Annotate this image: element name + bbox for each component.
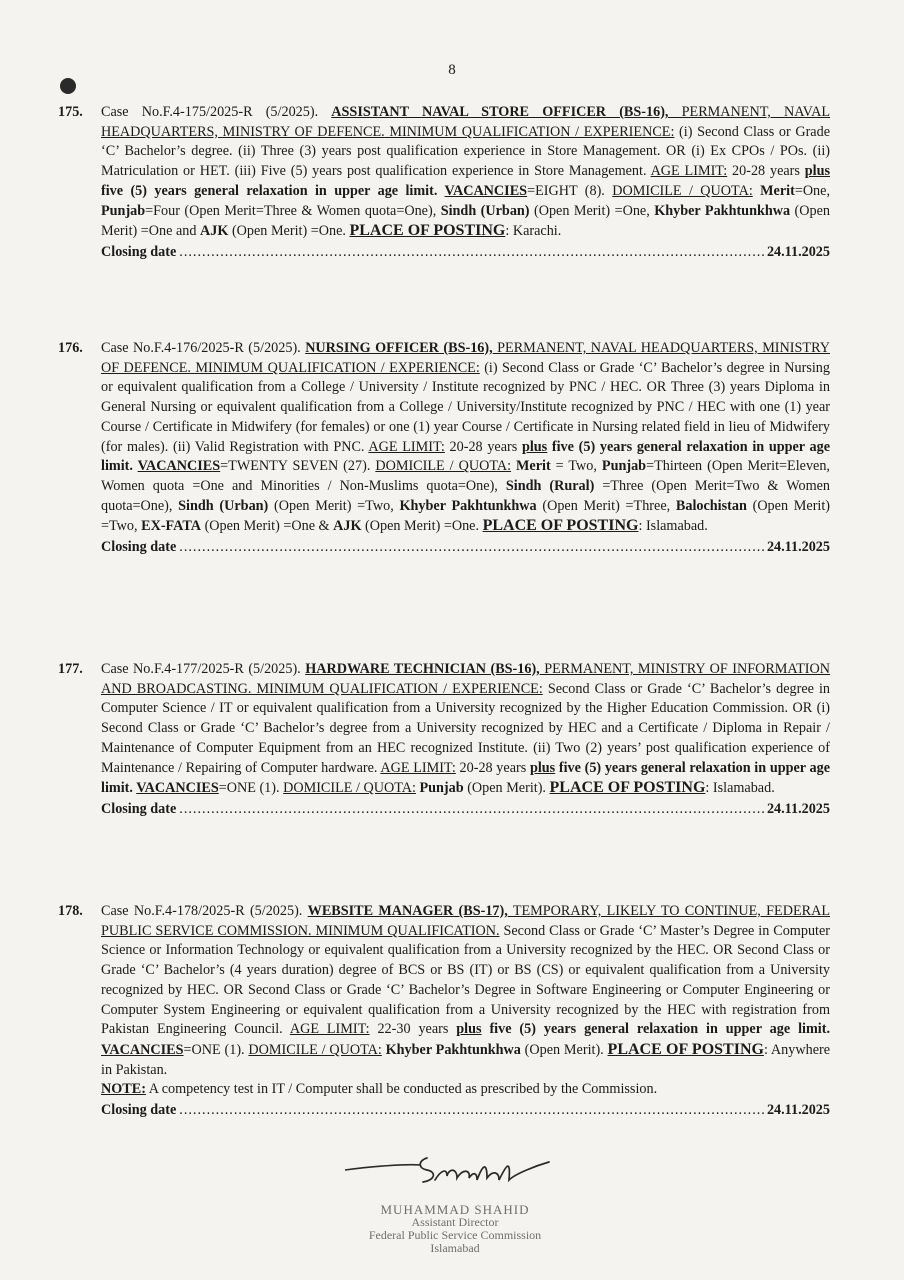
case-reference: Case No.F.4-178/2025-R (5/2025). <box>101 903 308 919</box>
handwritten-signature <box>335 1150 575 1198</box>
quota-item <box>141 518 333 534</box>
qualification-text: Second Class or Grade ‘C’ Bachelor’s degree in Computer Science / IT or equivalent qualification from a University recognized by the Higher Education Commission. OR (i) Second Class or Grade ‘C’ Bachelor’s degree from a University recognized by HEC and a Certificate / Diploma in Repair / Maintenance of Computer Equipment from an HEC recognized Institute. (ii) Two (2) years’ post qualification experience of Maintenance / Repairing of Computer hardware. <box>101 680 830 776</box>
age-limit-text: 20-28 years <box>444 438 522 455</box>
employment-terms: TEMPORARY, LIKELY TO CONTINUE, FEDERAL PUBLIC SERVICE COMMISSION. <box>101 903 830 939</box>
vacancies-label: VACANCIES <box>136 780 219 797</box>
case-number: 177. <box>58 661 83 677</box>
quota-province: AJK <box>333 518 362 535</box>
case-reference: Case No.F.4-175/2025-R (5/2025). <box>101 104 332 120</box>
quota-province: Sindh (Urban) <box>178 497 269 514</box>
plus-word: plus <box>529 759 556 776</box>
quota-province: Punjab <box>601 458 647 475</box>
quota-province: Merit <box>511 458 551 475</box>
age-limit-text: 20-28 years <box>455 759 530 776</box>
quota-province: Punjab <box>101 202 146 219</box>
closing-date-label: Closing date <box>101 1102 177 1119</box>
closing-date-value: 24.11.2025 <box>766 243 830 260</box>
employment-terms: PERMANENT, NAVAL HEADQUARTERS, MINISTRY OF DEFENCE. <box>101 340 830 376</box>
quota-item <box>416 780 550 796</box>
relaxation-text: five (5) years general relaxation in upper age limit. <box>101 438 831 475</box>
domicile-label: DOMICILE / QUOTA: <box>375 458 512 475</box>
quota-detail: (Open Merit) =Two, <box>101 497 831 535</box>
case-number: 176. <box>58 340 83 356</box>
closing-date-row <box>101 1101 830 1121</box>
case-reference: Case No.F.4-177/2025-R (5/2025). <box>101 661 306 677</box>
quota-detail: =One, <box>794 182 830 199</box>
officer-organization: Federal Public Service Commission <box>368 1228 542 1242</box>
case-body <box>101 902 830 1100</box>
case-176 <box>58 339 830 558</box>
quota-detail: = Two, <box>550 458 602 475</box>
quota-detail: (Open Merit). <box>520 1041 608 1058</box>
vacancies-text: =ONE (1). <box>218 780 284 797</box>
quota-item <box>511 458 602 474</box>
vacancies-text: =ONE (1). <box>183 1041 249 1058</box>
plus-word: plus <box>521 438 548 455</box>
quota-detail: (Open Merit) =One, <box>529 202 655 219</box>
posting-label: PLACE OF POSTING <box>349 222 506 240</box>
relaxation-text: five (5) years general relaxation in upper age limit. <box>101 759 830 797</box>
posting-label: PLACE OF POSTING <box>482 517 639 535</box>
quota-detail: (Open Merit) =Two, <box>268 497 400 514</box>
closing-date-label: Closing date <box>101 800 177 817</box>
case-178 <box>58 902 830 1121</box>
employment-terms: PERMANENT, MINISTRY OF INFORMATION AND BROADCASTING. <box>101 661 830 697</box>
posting-place: : Islamabad. <box>705 780 775 797</box>
quota-province: Khyber Pakhtunkhwa <box>381 1041 521 1058</box>
quota-item <box>101 203 441 219</box>
quota-detail: (Open Merit) =Three, <box>536 497 676 514</box>
leader-dots <box>179 1101 764 1121</box>
qualification-label: MINIMUM QUALIFICATION. <box>311 922 500 939</box>
domicile-label: DOMICILE / QUOTA: <box>283 780 416 797</box>
officer-name: MUHAMMAD SHAHID <box>380 1202 530 1217</box>
qualification-label: MINIMUM QUALIFICATION / EXPERIENCE: <box>384 123 675 140</box>
case-body <box>101 660 830 799</box>
posting-place: : Karachi. <box>505 223 562 240</box>
relaxation-text: five (5) years general relaxation in upper age limit. <box>101 182 445 199</box>
age-limit-label: AGE LIMIT: <box>368 438 445 455</box>
qualification-text: (i) Second Class or Grade ‘C’ Bachelor’s degree. (ii) Three (3) years post qualification experience in Store Management. OR (i) Ex CPOs / POs. (ii) Matriculation or HET. (iii) Five (5) years post qualification experience in Store Management. <box>101 123 830 180</box>
quota-detail: (Open Merit) =One & <box>201 518 334 535</box>
quota-item <box>753 183 830 199</box>
vacancies-label: VACANCIES <box>444 182 528 199</box>
post-title: HARDWARE TECHNICIAN (BS-16), <box>305 661 540 677</box>
closing-date-value: 24.11.2025 <box>766 1102 830 1119</box>
age-limit-text: 20-28 years <box>727 163 805 180</box>
quota-detail: =Three (Open Merit=Two & Women quota=One), <box>101 477 830 514</box>
closing-date-value: 24.11.2025 <box>766 539 830 556</box>
note-label: NOTE: <box>101 1081 146 1098</box>
case-number: 175. <box>58 104 83 120</box>
qualification-text: Second Class or Grade ‘C’ Master’s Degree in Computer Science or Information Technology or equivalent qualification from a University recognized by the HEC. OR Second Class or Grade ‘C’ Bachelor’s (4 years duration) degree of BCS or BS (IT) or BS (CS) or equivalent qualification from a University recognized by HEC. OR Second Class or Grade ‘C’ Bachelor’s Degree in Software Engineering or Computer Engineering or Computer System Engineering or equivalent qualification from a University recognized by the HEC with registration from Pakistan Engineering Council. <box>101 922 830 1038</box>
post-title: NURSING OFFICER (BS-16), <box>305 340 493 356</box>
quota-item <box>441 203 655 219</box>
quota-province: AJK <box>200 223 229 240</box>
qualification-label: MINIMUM QUALIFICATION / EXPERIENCE: <box>190 359 480 376</box>
officer-details <box>320 1203 590 1255</box>
note-text: A competency test in IT / Computer shall be conducted as prescribed by the Commission. <box>145 1081 658 1098</box>
closing-date-label: Closing date <box>101 243 177 260</box>
closing-date-value: 24.11.2025 <box>766 800 830 817</box>
quota-province: Merit <box>752 182 795 199</box>
quota-province: Khyber Pakhtunkhwa <box>399 497 537 514</box>
posting-place: : Anywhere in Pakistan. <box>101 1041 831 1078</box>
quota-item <box>333 518 482 534</box>
post-title: WEBSITE MANAGER (BS-17), <box>307 903 508 919</box>
officer-city: Islamabad <box>430 1241 480 1255</box>
age-limit-label: AGE LIMIT: <box>650 163 728 180</box>
posting-place: : Islamabad. <box>638 518 708 535</box>
post-title: ASSISTANT NAVAL STORE OFFICER (BS-16), <box>331 104 669 120</box>
signature-block <box>320 1150 590 1255</box>
domicile-label: DOMICILE / QUOTA: <box>248 1041 382 1058</box>
posting-label: PLACE OF POSTING <box>607 1040 764 1058</box>
closing-date-row <box>101 800 830 820</box>
case-number: 178. <box>58 903 83 919</box>
quota-item <box>178 498 399 514</box>
officer-title: Assistant Director <box>411 1215 499 1229</box>
vacancies-text: =TWENTY SEVEN (27). <box>220 458 376 475</box>
qualification-label: MINIMUM QUALIFICATION / EXPERIENCE: <box>251 680 543 697</box>
case-177 <box>58 660 830 820</box>
quota-province: Sindh (Rural) <box>505 477 595 494</box>
age-limit-text: 22-30 years <box>369 1021 457 1038</box>
closing-date-row <box>101 538 830 558</box>
quota-item <box>399 498 675 514</box>
page-number: 8 <box>448 62 456 78</box>
quota-province: Khyber Pakhtunkhwa <box>654 202 791 219</box>
punch-hole <box>60 78 76 94</box>
case-175 <box>58 103 830 263</box>
quota-item <box>200 223 349 239</box>
age-limit-label: AGE LIMIT: <box>289 1021 370 1038</box>
quota-province: Punjab <box>415 780 464 797</box>
qualification-text: (i) Second Class or Grade ‘C’ Bachelor’s degree in Nursing or equivalent qualification from a College / University / Institute recognized by PNC / HEC. OR Three (3) years Diploma in General Nursing or equivalent qualification from a College / University/Institute recognized by PNC / HEC with one (1) year Course / Certificate in Midwifery (for females) or one (1) year Course / Certificate in Nursing related field in lieu of Midwifery (for males). (ii) Valid Registration with PNC. <box>101 359 830 455</box>
quota-detail: (Open Merit) =One. <box>361 518 483 535</box>
quota-detail: =Four (Open Merit=Three & Women quota=One), <box>145 202 441 219</box>
plus-word: plus <box>804 163 830 180</box>
posting-label: PLACE OF POSTING <box>549 779 706 797</box>
leader-dots <box>179 243 764 263</box>
vacancies-label: VACANCIES <box>137 458 221 475</box>
quota-province: Balochistan <box>675 497 747 514</box>
closing-date-row <box>101 243 830 263</box>
quota-province: Sindh (Urban) <box>440 202 530 219</box>
vacancies-text: =EIGHT (8). <box>527 182 613 199</box>
quota-province: EX-FATA <box>141 518 202 535</box>
case-body <box>101 103 830 242</box>
plus-word: plus <box>456 1021 482 1038</box>
quota-detail: =Thirteen (Open Merit=Eleven, Women quota =One and Minorities / Non-Muslims quota=One), <box>101 458 830 494</box>
quota-detail: (Open Merit). <box>463 780 550 797</box>
vacancies-label: VACANCIES <box>101 1041 184 1058</box>
age-limit-label: AGE LIMIT: <box>380 759 456 776</box>
case-reference: Case No.F.4-176/2025-R (5/2025). <box>101 340 306 356</box>
relaxation-text: five (5) years general relaxation in upper age limit. <box>481 1021 830 1038</box>
case-body <box>101 339 830 537</box>
quota-detail: (Open Merit) =One and <box>101 202 830 240</box>
domicile-label: DOMICILE / QUOTA: <box>612 182 753 199</box>
leader-dots <box>179 538 764 558</box>
quota-detail: (Open Merit) =One. <box>228 223 350 240</box>
quota-item <box>382 1042 608 1058</box>
leader-dots <box>179 800 764 820</box>
employment-terms: PERMANENT, NAVAL HEADQUARTERS, MINISTRY OF DEFENCE. <box>101 104 831 140</box>
closing-date-label: Closing date <box>101 539 177 556</box>
